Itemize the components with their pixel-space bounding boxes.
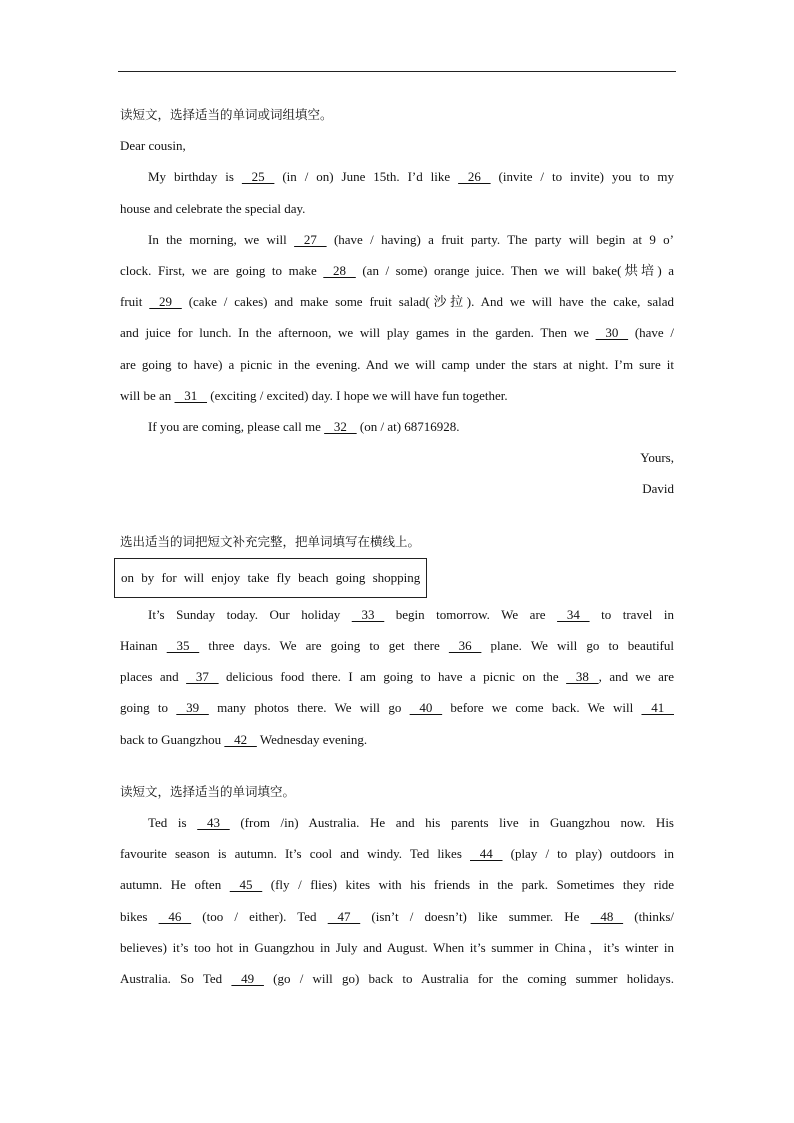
passage-text: will be an bbox=[120, 387, 175, 403]
answer-blank[interactable]: 40 bbox=[409, 700, 443, 716]
section-3 bbox=[120, 776, 674, 994]
answer-blank[interactable]: 46 bbox=[158, 908, 192, 924]
answer-blank[interactable]: 36 bbox=[448, 638, 482, 654]
passage-text: (cake / cakes) and make some fruit salad(沙拉). And we will have the cake, salad bbox=[181, 294, 674, 310]
passage-text: plane. We will go to beautiful bbox=[481, 638, 675, 654]
passage-text: going to bbox=[120, 700, 177, 716]
passage-line bbox=[120, 630, 674, 661]
section-1 bbox=[120, 99, 674, 505]
passage-text: delicious food there. I am going to have a picnic on the bbox=[218, 669, 567, 685]
answer-blank[interactable]: 44 bbox=[470, 846, 503, 862]
passage-text: Australia. So Ted bbox=[120, 971, 232, 987]
passage-text: are going to have) a picnic in the evening. And we will camp under the stars at night. I’m sure it bbox=[120, 356, 674, 372]
word-bank-item: for bbox=[161, 569, 177, 585]
passage-text: Hainan bbox=[120, 638, 167, 654]
word-bank-item: fly bbox=[276, 569, 291, 585]
passage-line bbox=[120, 161, 674, 192]
passage-text: (go / will go) back to Australia for the coming summer holidays. bbox=[263, 971, 674, 987]
answer-blank[interactable]: 30 bbox=[595, 325, 629, 341]
passage-line bbox=[120, 255, 674, 286]
section-2-passage bbox=[120, 599, 674, 755]
answer-blank[interactable]: 48 bbox=[590, 908, 624, 924]
word-bank-item: on bbox=[121, 569, 134, 585]
passage-text: back to Guangzhou bbox=[120, 731, 225, 747]
passage-line bbox=[120, 932, 674, 963]
passage-text: Ted is bbox=[148, 815, 198, 831]
answer-blank[interactable]: 49 bbox=[231, 971, 264, 987]
answer-blank[interactable]: 31 bbox=[174, 387, 208, 403]
answer-blank[interactable]: 37 bbox=[186, 669, 219, 685]
passage-text: (on / at) 68716928. bbox=[356, 419, 460, 435]
passage-text: (in / on) June 15th. I’d like bbox=[274, 169, 459, 185]
passage-text: Wednesday evening. bbox=[256, 731, 368, 747]
passage-text: favourite season is autumn. It’s cool and windy. Ted likes bbox=[120, 846, 470, 862]
passage-line bbox=[120, 193, 674, 224]
answer-blank[interactable]: 43 bbox=[197, 815, 230, 831]
word-bank-item: shopping bbox=[372, 569, 421, 585]
answer-blank[interactable]: 39 bbox=[176, 700, 209, 716]
passage-line bbox=[120, 807, 674, 838]
answer-blank[interactable]: 26 bbox=[458, 169, 491, 185]
passage-text: autumn. He often bbox=[120, 877, 230, 893]
passage-text: (thinks/ bbox=[623, 908, 674, 924]
passage-line bbox=[120, 869, 674, 900]
passage-line bbox=[120, 411, 674, 442]
passage-text: My birthday is bbox=[148, 169, 242, 185]
passage-text: (fly / flies) kites with his friends in the park. Sometimes they ride bbox=[262, 877, 674, 893]
section-1-passage bbox=[120, 161, 674, 442]
passage-line bbox=[120, 963, 674, 994]
passage-text: (too / either). Ted bbox=[191, 908, 328, 924]
passage-line bbox=[120, 349, 674, 380]
passage-text: (isn’t / doesn’t) like summer. He bbox=[360, 908, 591, 924]
word-bank-item: going bbox=[335, 569, 366, 585]
passage-text: (have / bbox=[628, 325, 675, 341]
word-bank bbox=[114, 558, 427, 598]
answer-blank[interactable]: 33 bbox=[351, 606, 385, 622]
letter-signature: David bbox=[642, 481, 674, 497]
passage-line bbox=[120, 317, 674, 348]
answer-blank[interactable]: 45 bbox=[229, 877, 263, 893]
passage-text: before we come back. We will bbox=[442, 700, 642, 716]
passage-text: (an / some) orange juice. Then we will bake(烘培) a bbox=[355, 263, 674, 279]
section-2 bbox=[120, 526, 674, 755]
word-bank-item: take bbox=[247, 569, 270, 585]
passage-text: In the morning, we will bbox=[148, 231, 295, 247]
passage-line bbox=[120, 838, 674, 869]
passage-text: It’s Sunday today. Our holiday bbox=[148, 606, 352, 622]
word-bank-item: enjoy bbox=[211, 569, 241, 585]
passage-text: to travel in bbox=[589, 606, 674, 622]
section-3-passage bbox=[120, 807, 674, 994]
passage-text: bikes bbox=[120, 908, 159, 924]
section-2-instruction: 选出适当的词把短文补充完整，把单词填写在横线上。 bbox=[120, 533, 421, 549]
answer-blank[interactable]: 34 bbox=[557, 606, 590, 622]
passage-line bbox=[120, 224, 674, 255]
letter-greeting: Dear cousin, bbox=[120, 138, 186, 154]
passage-line bbox=[120, 599, 674, 630]
passage-line bbox=[120, 286, 674, 317]
passage-text: many photos there. We will go bbox=[208, 700, 410, 716]
passage-text: places and bbox=[120, 669, 187, 685]
passage-text: and juice for lunch. In the afternoon, we will play games in the garden. Then we bbox=[120, 325, 596, 341]
passage-text: three days. We are going to get there bbox=[199, 638, 449, 654]
passage-text: clock. First, we are going to make bbox=[120, 263, 324, 279]
passage-line bbox=[120, 724, 674, 755]
passage-text: house and celebrate the special day. bbox=[120, 200, 306, 216]
passage-line bbox=[120, 380, 674, 411]
passage-text: (play / to play) outdoors in bbox=[502, 846, 674, 862]
passage-text: (exciting / excited) day. I hope we will have fun together. bbox=[207, 387, 508, 403]
passage-text: (invite / to invite) you to my bbox=[490, 169, 674, 185]
word-bank-item: by bbox=[141, 569, 155, 585]
passage-text: begin tomorrow. We are bbox=[384, 606, 558, 622]
answer-blank[interactable]: 41 bbox=[641, 700, 674, 716]
answer-blank[interactable]: 35 bbox=[166, 638, 200, 654]
header-rule bbox=[118, 71, 676, 72]
answer-blank[interactable]: 38 bbox=[566, 669, 599, 685]
passage-line bbox=[120, 661, 674, 692]
passage-text: (have / having) a fruit party. The party will begin at 9 o’ bbox=[326, 231, 674, 247]
answer-blank[interactable]: 25 bbox=[241, 169, 275, 185]
answer-blank[interactable]: 47 bbox=[327, 908, 361, 924]
word-bank-item: beach bbox=[298, 569, 329, 585]
passage-line bbox=[120, 901, 674, 932]
answer-blank[interactable]: 42 bbox=[224, 731, 257, 747]
passage-line bbox=[120, 692, 674, 723]
passage-text: fruit bbox=[120, 294, 150, 310]
answer-blank[interactable]: 29 bbox=[149, 294, 182, 310]
passage-text: (from /in) Australia. He and his parents live in Guangzhou now. His bbox=[229, 815, 674, 831]
passage-text: If you are coming, please call me bbox=[148, 419, 325, 435]
section-1-instruction: 读短文，选择适当的单词或词组填空。 bbox=[120, 107, 333, 122]
passage-text: , and we are bbox=[598, 669, 674, 685]
letter-closing: Yours, bbox=[640, 450, 674, 466]
word-bank-item: will bbox=[183, 569, 205, 585]
answer-blank[interactable]: 28 bbox=[323, 263, 356, 279]
answer-blank[interactable]: 32 bbox=[324, 419, 357, 435]
worksheet-page bbox=[120, 99, 674, 994]
section-3-instruction: 读短文，选择适当的单词填空。 bbox=[120, 783, 296, 799]
passage-text: believes) it’s too hot in Guangzhou in July and August. When it’s summer in China，it’s winter in bbox=[120, 939, 674, 955]
answer-blank[interactable]: 27 bbox=[294, 231, 327, 247]
